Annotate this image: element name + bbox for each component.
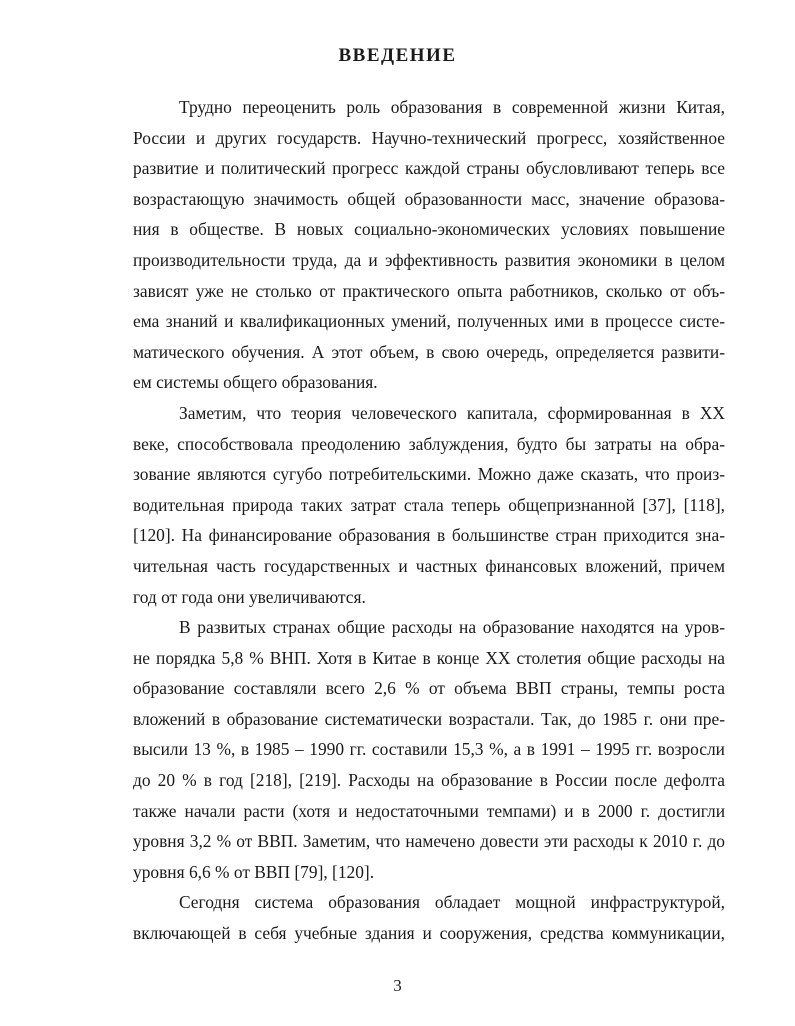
text-line: В развитых странах общие расходы на образование находятся на уров- [179,617,725,638]
text-line: возрастающую значимость общей образованности масс, значение образова- [133,188,725,209]
text-line: ем системы общего образования. [133,372,378,393]
paragraph [133,612,725,887]
text-line: Трудно переоценить роль образования в современной жизни Китая, [179,97,725,117]
text-line: зависят уже не столько от практического опыта работников, сколько от объ- [133,280,725,301]
text-line: ния в обществе. В новых социально-экономических условиях повышение [133,219,725,240]
paragraph [133,398,725,612]
text-line: производительности труда, да и эффективность развития экономики в целом [133,249,725,270]
body-text [133,92,725,949]
text-line: зование являются сугубо потребительскими. Можно даже сказать, что произ- [133,464,725,485]
text-line: уровня 6,6 % от ВВП [79], [120]. [133,861,375,882]
text-line: не порядка 5,8 % ВНП. Хотя в Китае в конце XX столетия общие расходы на [133,647,725,668]
text-line: также начали расти (хотя и недостаточными темпами) и в 2000 г. достигли [133,800,725,821]
text-line: развитие и политический прогресс каждой страны обусловливают теперь все [133,158,725,179]
text-line: уровня 3,2 % от ВВП. Заметим, что намечено довести эти расходы к 2010 г. до [133,831,725,852]
text-line: высили 13 %, в 1985 – 1990 гг. составили 15,3 %, а в 1991 – 1995 гг. возросли [133,739,725,760]
text-line: матического обучения. А этот объем, в свою очередь, определяется развити- [133,341,725,362]
text-line: Заметим, что теория человеческого капитала, сформированная в XX [179,402,725,423]
text-line: до 20 % в год [218], [219]. Расходы на образование в России после дефолта [133,770,725,791]
text-line: вложений в образование систематически возрастали. Так, до 1985 г. они пре- [133,708,725,729]
text-line: веке, способствовала преодолению заблуждения, будто бы затраты на обра- [133,433,725,454]
text-line: чительная часть государственных и частных финансовых вложений, причем [133,555,725,576]
text-line: Сегодня система образования обладает мощной инфраструктурой, [179,892,725,913]
page-number: 3 [393,976,402,995]
text-line: образование составляли всего 2,6 % от объема ВВП страны, темпы роста [133,678,725,699]
paragraph [133,887,725,948]
page-title: ВВЕДЕНИЕ [338,45,457,66]
text-line: [120]. На финансирование образования в большинстве стран приходится зна- [133,525,725,546]
text-line: России и других государств. Научно-технический прогресс, хозяйственное [133,127,725,148]
text-line: водительная природа таких затрат стала теперь общепризнанной [37], [118], [133,494,725,515]
paragraph [133,92,725,398]
text-line: включающей в себя учебные здания и сооружения, средства коммуникации, [133,923,725,944]
text-line: год от года они увеличиваются. [133,586,366,607]
text-line: ема знаний и квалификационных умений, полученных ими в процессе систе- [133,311,725,332]
